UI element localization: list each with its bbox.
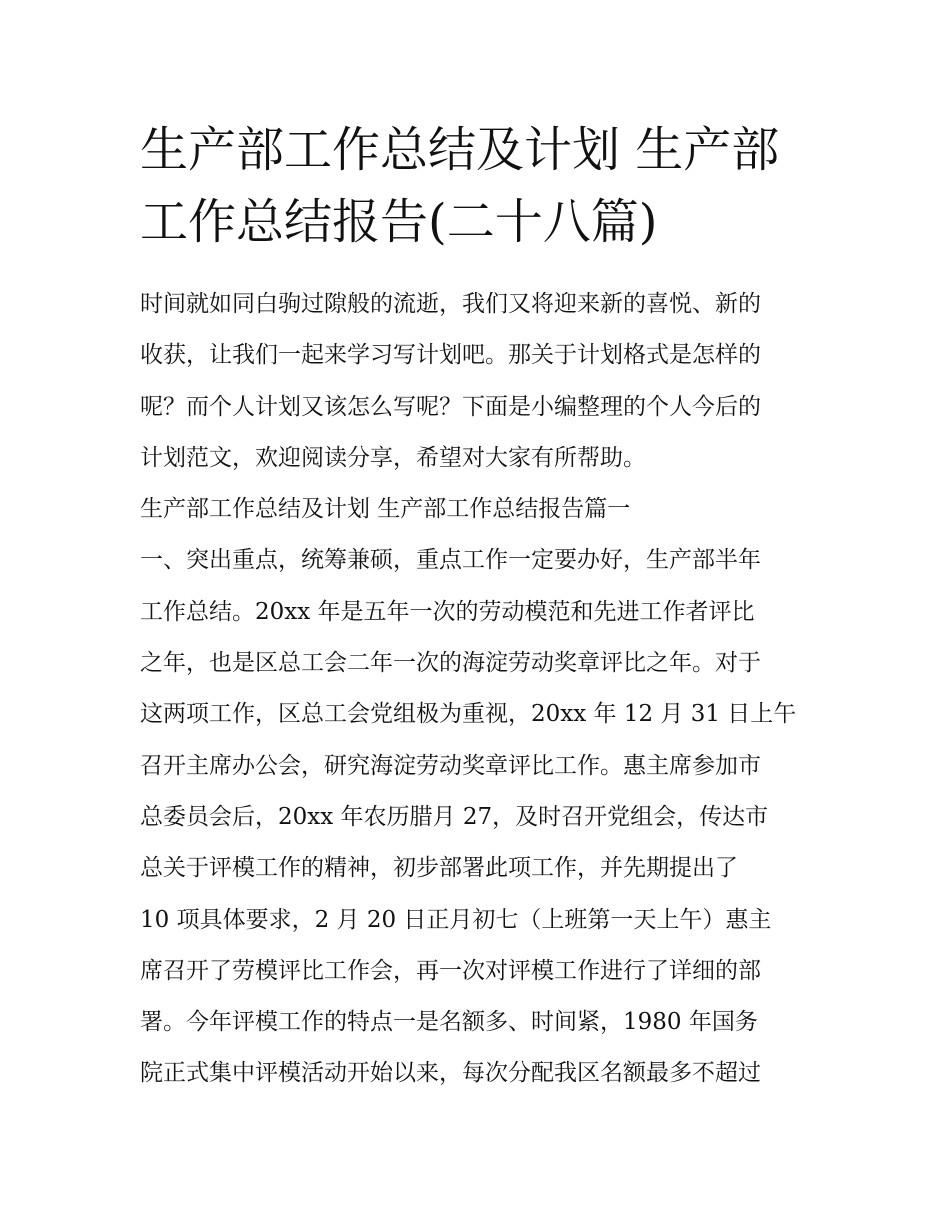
- body-line: 署。今年评模工作的特点一是名额多、时间紧，1980 年国务: [140, 1009, 758, 1036]
- body-line: 席召开了劳模评比工作会，再一次对评模工作进行了详细的部: [140, 957, 761, 984]
- body-line: 一、突出重点，统筹兼硕，重点工作一定要办好，生产部半年: [140, 547, 761, 574]
- body-line: 收获，让我们一起来学习写计划吧。那关于计划格式是怎样的: [140, 342, 761, 369]
- body-line: 总关于评模工作的精神，初步部署此项工作，并先期提出了: [140, 855, 738, 882]
- section-heading: 生产部工作总结及计划 生产部工作总结报告篇一: [140, 496, 631, 523]
- document-title: [140, 114, 820, 258]
- body-line: 10 项具体要求，2 月 20 日正月初七（上班第一天上午）惠主: [140, 906, 772, 933]
- body-line: 工作总结。20xx 年是五年一次的劳动模范和先进工作者评比: [140, 598, 755, 625]
- body-line: 这两项工作，区总工会党组极为重视，20xx 年 12 月 31 日上午: [140, 701, 797, 728]
- title-line: 生产部工作总结及计划 生产部: [140, 122, 780, 178]
- body-line: 计划范文，欢迎阅读分享，希望对大家有所帮助。: [140, 444, 646, 471]
- title-line: 工作总结报告(二十八篇): [140, 194, 658, 250]
- document-body: [140, 279, 830, 1100]
- body-line: 时间就如同白驹过隙般的流逝，我们又将迎来新的喜悦、新的: [140, 291, 761, 317]
- body-line: 之年，也是区总工会二年一次的海淀劳动奖章评比之年。对于: [140, 650, 761, 677]
- body-line: 召开主席办公会，研究海淀劳动奖章评比工作。惠主席参加市: [140, 752, 761, 779]
- body-line: 呢？而个人计划又该怎么写呢？下面是小编整理的个人今后的: [140, 393, 761, 420]
- body-line: 总委员会后，20xx 年农历腊月 27，及时召开党组会，传达市: [140, 803, 769, 830]
- body-line: 院正式集中评模活动开始以来，每次分配我区名额最多不超过: [140, 1060, 761, 1087]
